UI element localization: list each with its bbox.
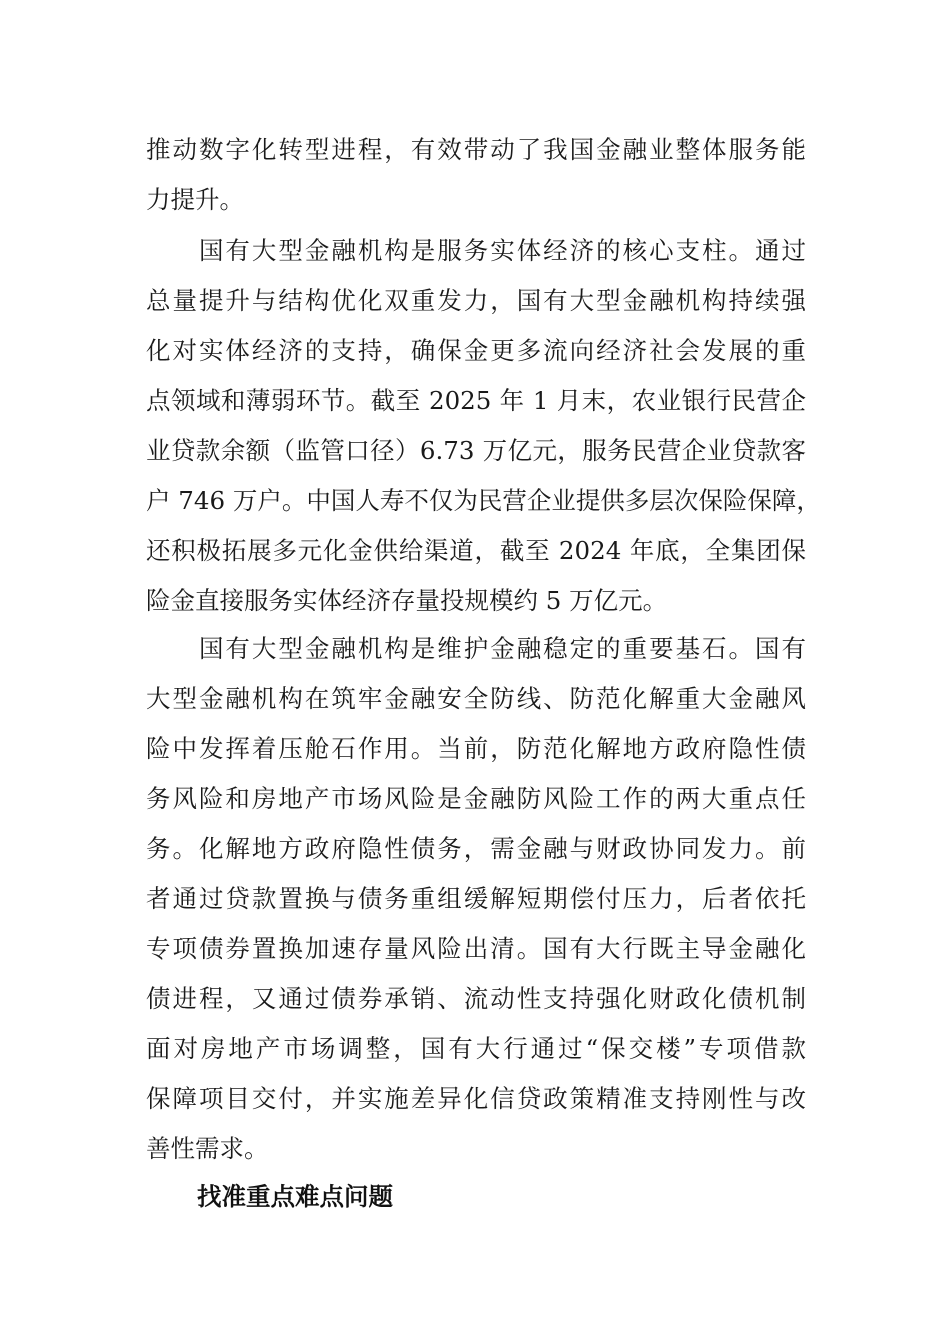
paragraph-line: 债进程，又通过债券承销、流动性支持强化财政化债机制 (146, 984, 806, 1013)
paragraph-line: 点领域和薄弱环节。截至 2025 年 1 月末，农业银行民营企 (146, 386, 806, 415)
paragraph-line: 善性需求。 (146, 1134, 269, 1163)
section-heading: 找准重点难点问题 (197, 1182, 393, 1211)
paragraph-line: 力提升。 (146, 185, 244, 214)
paragraph-line: 国有大型金融机构是维护金融稳定的重要基石。国有 (146, 634, 806, 663)
paragraph-line: 户 746 万户。中国人寿不仅为民营企业提供多层次保险保障， (146, 486, 821, 515)
paragraph-line: 还积极拓展多元化金供给渠道，截至 2024 年底，全集团保 (146, 536, 806, 565)
paragraph-line: 专项债券置换加速存量风险出清。国有大行既主导金融化 (146, 934, 806, 963)
paragraph-line: 者通过贷款置换与债务重组缓解短期偿付压力，后者依托 (146, 884, 806, 913)
paragraph-line: 险中发挥着压舱石作用。当前，防范化解地方政府隐性债 (146, 734, 806, 763)
paragraph-line: 务风险和房地产市场风险是金融防风险工作的两大重点任 (146, 784, 806, 813)
paragraph-line: 国有大型金融机构是服务实体经济的核心支柱。通过 (146, 236, 806, 265)
paragraph-line: 化对实体经济的支持，确保金更多流向经济社会发展的重 (146, 336, 806, 365)
paragraph-line: 务。化解地方政府隐性债务，需金融与财政协同发力。前 (146, 834, 806, 863)
paragraph-line: 保障项目交付，并实施差异化信贷政策精准支持刚性与改 (146, 1084, 806, 1113)
paragraph-line: 业贷款余额（监管口径）6.73 万亿元，服务民营企业贷款客 (146, 436, 806, 465)
paragraph-line: 推动数字化转型进程，有效带动了我国金融业整体服务能 (146, 135, 806, 164)
paragraph-line: 总量提升与结构优化双重发力，国有大型金融机构持续强 (146, 286, 806, 315)
paragraph-line: 大型金融机构在筑牢金融安全防线、防范化解重大金融风 (146, 684, 806, 713)
paragraph-line: 面对房地产市场调整，国有大行通过“保交楼”专项借款 (146, 1034, 806, 1063)
paragraph-line: 险金直接服务实体经济存量投规模约 5 万亿元。 (146, 586, 668, 615)
